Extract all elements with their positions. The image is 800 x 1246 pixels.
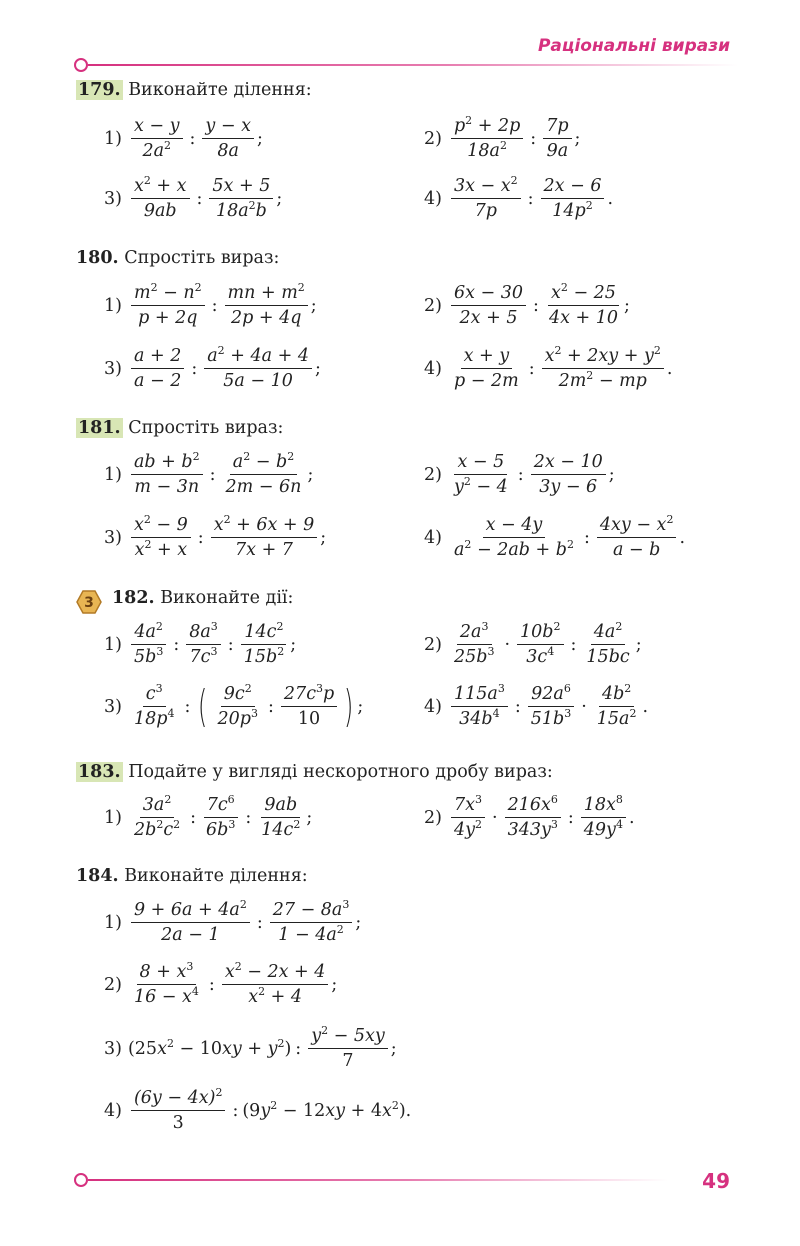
task-180: 180. Спростіть вираз: [76, 248, 280, 268]
exercise-182-2: 2) $\frac{2a^3}{25b^3}$ · $\frac{10b^2}{3c^4}$ : $\frac{4a^2}{15bc}$ ; [424, 620, 642, 667]
exercise-179-3: 3) $\frac{x^2 + x}{9ab}$ : $\frac{5x + 5}{18a^2b}$ ; [104, 174, 283, 221]
svg-text:3: 3 [84, 595, 94, 611]
exercise-184-3: 3) $(25x^2 - 10xy + y^2)$ : $\frac{y^2 - 5xy}{7}$ ; [104, 1024, 397, 1071]
exercise-181-3: 3) $\frac{x^2 - 9}{x^2 + x}$ : $\frac{x^2 + 6x + 9}{7x + 7}$ ; [104, 513, 327, 560]
header-rule [88, 64, 738, 66]
exercise-184-1: 1) $\frac{9 + 6a + 4a^2}{2a - 1}$ : $\frac{27 - 8a^3}{1 - 4a^2}$ ; [104, 898, 362, 945]
task-number: 179. [78, 80, 121, 100]
exercise-180-2: 2) $\frac{6x - 30}{2x + 5}$ : $\frac{x^2 - 25}{4x + 10}$ ; [424, 281, 630, 328]
task-183: 183. Подайте у вигляді нескоротного дробу вираз: [78, 762, 553, 782]
exercise-184-2: 2) $\frac{8 + x^3}{16 - x^4}$ : $\frac{x^2 - 2x + 4}{x^2 + 4}$ ; [104, 960, 338, 1007]
section-title: Раціональні вирази [537, 36, 730, 56]
exercise-179-2: 2) $\frac{p^2 + 2p}{18a^2}$ : $\frac{7p}{9a}$ ; [424, 114, 581, 161]
exercise-181-1: 1) $\frac{ab + b^2}{m - 3n}$ : $\frac{a^2 - b^2}{2m - 6n}$ ; [104, 450, 314, 497]
exercise-179-4: 4) $\frac{3x - x^2}{7p}$ : $\frac{2x - 6}{14p^2}$ . [424, 174, 614, 221]
difficulty-level-icon [76, 589, 102, 615]
exercise-184-4: 4) $\frac{(6y - 4x)^2}{3}$ : $(9y^2 - 12xy + 4x^2)$ . [104, 1086, 412, 1133]
exercise-180-3: 3) $\frac{a + 2}{a - 2}$ : $\frac{a^2 + 4a + 4}{5a - 10}$ ; [104, 344, 321, 391]
exercise-181-4: 4) $\frac{x - 4y}{a^2 - 2ab + b^2}$ : $\frac{4xy - x^2}{a - b}$ . [424, 513, 686, 560]
task-182: 182. Виконайте дії: [112, 588, 294, 608]
exercise-182-1: 1) $\frac{4a^2}{5b^3}$ : $\frac{8a^3}{7c^3}$ : $\frac{14c^2}{15b^2}$ ; [104, 620, 297, 667]
exercise-179-1: 1) $\frac{x - y}{2a^2}$ : $\frac{y - x}{8a}$ ; [104, 116, 263, 161]
footer-rule [88, 1179, 668, 1181]
footer-rule-dot [74, 1173, 88, 1187]
task-179 [76, 80, 312, 100]
task-181: 181. Спростіть вираз: [78, 418, 284, 438]
exercise-183-2: 2) $\frac{7x^3}{4y^2}$ · $\frac{216x^6}{343y^3}$ : $\frac{18x^8}{49y^4}$ . [424, 793, 635, 840]
task-text: Виконайте ділення: [122, 80, 312, 100]
exercise-181-2: 2) $\frac{x - 5}{y^2 - 4}$ : $\frac{2x - 10}{3y - 6}$ ; [424, 452, 615, 497]
task-184: 184. Виконайте ділення: [76, 866, 308, 886]
page-number: 49 [702, 1169, 730, 1193]
exercise-183-1: 1) $\frac{3a^2}{2b^2c^2}$ : $\frac{7c^6}{6b^3}$ : $\frac{9ab}{14c^2}$ ; [104, 793, 313, 840]
exercise-182-3: 3) $\frac{c^3}{18p^4}$ : ( $\frac{9c^2}{20p^3}$ : $\frac{27c^3p}{10}$ ) ; [104, 680, 364, 732]
exercise-180-1: 1) $\frac{m^2 - n^2}{p + 2q}$ : $\frac{mn + m^2}{2p + 4q}$ ; [104, 281, 317, 328]
exercise-180-4: 4) $\frac{x + y}{p - 2m}$ : $\frac{x^2 + 2xy + y^2}{2m^2 - mp}$ . [424, 344, 673, 391]
exercise-182-4: 4) $\frac{115a^3}{34b^4}$ : $\frac{92a^6}{51b^3}$ · $\frac{4b^2}{15a^2}$ . [424, 682, 649, 729]
header-rule-dot [74, 58, 88, 72]
